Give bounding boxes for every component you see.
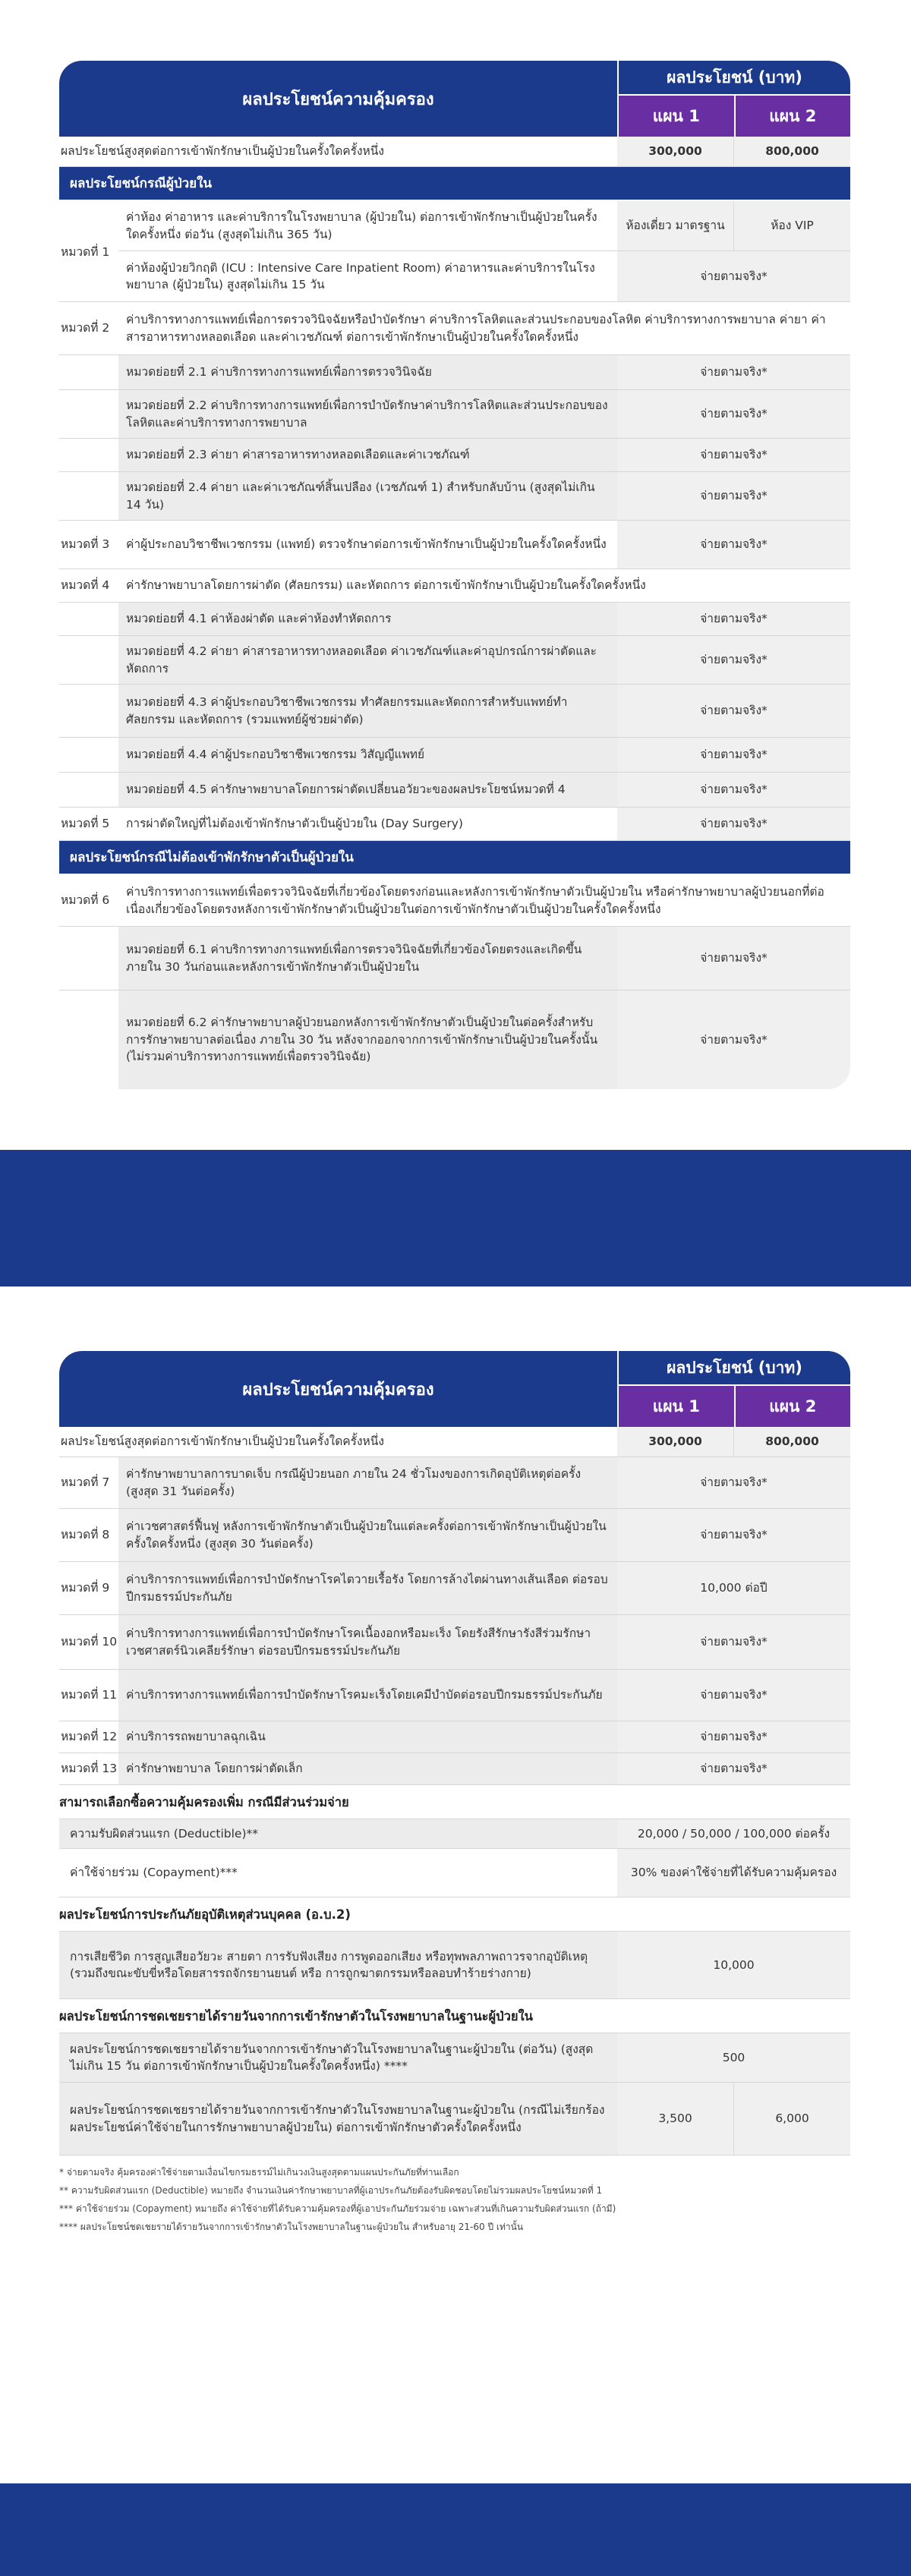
deductible-row: [59, 1819, 850, 1849]
category-8-value: จ่ายตามจริง*: [700, 1528, 768, 1542]
header-plan-1: แผน 1: [652, 106, 700, 125]
cat4-sub-2: [59, 636, 850, 685]
category-4: [59, 569, 850, 603]
cat4-sub-4: [59, 738, 850, 773]
category-11-value: จ่ายตามจริง*: [700, 1688, 768, 1702]
category-3: [59, 521, 850, 569]
category-6: [59, 875, 850, 927]
category-11-text: ค่าบริการทางการแพทย์เพื่อการบำบัดรักษาโรคมะเร็งโดยเคมีบำบัดต่อรอบปีกรมธรรม์ประกันภัย: [118, 1670, 617, 1721]
compensation-2-plan-1: 3,500: [658, 2112, 692, 2126]
category-7-label: หมวดที่ 7: [61, 1475, 110, 1490]
category-11-label: หมวดที่ 11: [61, 1688, 118, 1702]
compensation-row-1: [59, 2033, 850, 2083]
cat4-sub-3-text: หมวดย่อยที่ 4.3 ค่าผู้ประกอบวิชาชีพเวชกรรม ทำศัลยกรรมและหัตถการสำหรับแพทย์ทำศัลยกรรม และหัตถการ (รวมแพทย์ผู้ช่วยผ่าตัด): [118, 685, 617, 737]
cat6-sub-2-value: จ่ายตามจริง*: [700, 1032, 768, 1047]
category-6-text: ค่าบริการทางการแพทย์เพื่อตรวจวินิจฉัยที่เกี่ยวข้องโดยตรงก่อนและหลังการเข้าพักรักษาตัวเป็นผู้ป่วยใน หรือค่ารักษาพยาบาลผู้ป่วยนอกที่ต่อเนื่องเกี่ยวข้องโดยตรงหลังการเข้าพักรักษาตัวเป็นผู้ป่วยในต่อการเข้าพักรักษาตัวเป็นผู้ป่วยในครั้งใดครั้งหนึ่ง: [126, 885, 824, 916]
footer-band: [0, 2483, 911, 2576]
cat4-sub-4-text: หมวดย่อยที่ 4.4 ค่าผู้ประกอบวิชาชีพเวชกรรม วิสัญญีแพทย์: [118, 738, 617, 772]
deductible-heading: สามารถเลือกซื้อความคุ้มครองเพิ่ม กรณีมีส่วนร่วมจ่าย: [59, 1795, 349, 1809]
header-plan-2: แผน 2: [734, 96, 851, 137]
category-9: [59, 1562, 850, 1615]
category-13-text: ค่ารักษาพยาบาล โดยการผ่าตัดเล็ก: [118, 1753, 617, 1784]
max-benefit-plan-2: 800,000: [733, 137, 850, 166]
cat2-sub-1-text: หมวดย่อยที่ 2.1 ค่าบริการทางการแพทย์เพื่อการตรวจวินิจฉัย: [118, 355, 617, 389]
header-title: ผลประโยชน์ความคุ้มครอง: [59, 61, 617, 137]
cat2-sub-3: [59, 439, 850, 472]
compensation-1-text: ผลประโยชน์การชดเชยรายได้รายวันจากการเข้ารักษาตัวในโรงพยาบาลในฐานะผู้ป่วยใน (ต่อวัน) (สูงสุดไม่เกิน 15 วัน ต่อการเข้าพักรักษาเป็นผู้ป่วยในครั้งใดครั้งหนึ่ง) ****: [59, 2033, 617, 2082]
cat6-sub-1: [59, 927, 850, 990]
category-10: [59, 1615, 850, 1670]
category-3-text: ค่าผู้ประกอบวิชาชีพเวชกรรม (แพทย์) ตรวจรักษาต่อการเข้าพักรักษาเป็นผู้ป่วยในครั้งใดครั้งหนึ่ง: [126, 537, 607, 552]
max-benefit-2-label: ผลประโยชน์สูงสุดต่อการเข้าพักรักษาเป็นผู้ป่วยในครั้งใดครั้งหนึ่ง: [61, 1434, 384, 1449]
category-9-value: 10,000 ต่อปี: [700, 1581, 768, 1595]
compensation-2-text: ผลประโยชน์การชดเชยรายได้รายวันจากการเข้ารักษาตัวในโรงพยาบาลในฐานะผู้ป่วยใน (กรณีไม่เรียกร้องผลประโยชน์ค่าใช้จ่ายในการรักษาพยาบาลผู้ป่วยใน) ต่อการเข้าพักรักษาตัวครั้งใดครั้งหนึ่ง: [59, 2083, 617, 2155]
footnotes: [59, 2156, 850, 2236]
header-2-title: ผลประโยชน์ความคุ้มครอง: [59, 1351, 617, 1427]
cat2-sub-1: [59, 355, 850, 390]
cat4-sub-1: [59, 603, 850, 636]
cat4-sub-4-value: จ่ายตามจริง*: [700, 748, 768, 762]
cat6-sub-2-text: หมวดย่อยที่ 6.2 ค่ารักษาพยาบาลผู้ป่วยนอกหลังการเข้าพักรักษาตัวเป็นผู้ป่วยในต่อครั้งสำหรับการรักษาพยาบาลต่อเนื่อง ภายใน 30 วัน หลังจากออกจากการเข้าพักรักษาเป็นผู้ป่วยในครั้งนั้น (ไม่รวมค่าบริการทางการแพทย์เพื่อตรวจวินิจฉัย): [118, 990, 617, 1089]
compensation-row-2: [59, 2083, 850, 2156]
max-benefit-2-plan-2: 800,000: [733, 1427, 850, 1456]
cat4-sub-5: [59, 773, 850, 808]
category-13-label: หมวดที่ 13: [61, 1762, 118, 1776]
header-2-plan-2: แผน 2: [734, 1386, 851, 1427]
compensation-heading: ผลประโยชน์การชดเชยรายได้รายวันจากการเข้ารักษาตัวในโรงพยาบาลในฐานะผู้ป่วยใน: [59, 2009, 533, 2023]
cat4-sub-2-value: จ่ายตามจริง*: [700, 653, 768, 667]
accident-heading: ผลประโยชน์การประกันภัยอุบัติเหตุส่วนบุคคล (อ.บ.2): [59, 1907, 351, 1922]
deductible-label: ความรับผิดส่วนแรก (Deductible)**: [59, 1819, 617, 1848]
category-8-text: ค่าเวชศาสตร์ฟื้นฟู หลังการเข้าพักรักษาตัวเป็นผู้ป่วยในแต่ละครั้งต่อการเข้าพักรักษาเป็นผู้ป่วยในครั้งใดครั้งหนึ่ง (สูงสุด 30 วันต่อครั้ง): [118, 1509, 617, 1561]
max-benefit-row: [59, 137, 850, 167]
category-9-text: ค่าบริการการแพทย์เพื่อการบำบัดรักษาโรคไตวายเรื้อรัง โดยการล้างไตผ่านทางเส้นเลือด ต่อรอบปีกรมธรรม์ประกันภัย: [118, 1562, 617, 1614]
max-benefit-label: ผลประโยชน์สูงสุดต่อการเข้าพักรักษาเป็นผู้ป่วยในครั้งใดครั้งหนึ่ง: [61, 144, 384, 159]
cat1-room-plan-2: ห้อง VIP: [733, 201, 850, 250]
cat4-sub-5-value: จ่ายตามจริง*: [700, 783, 768, 797]
cat2-sub-2-text: หมวดย่อยที่ 2.2 ค่าบริการทางการแพทย์เพื่อการบำบัดรักษาค่าบริการโลหิตและส่วนประกอบของโลหิตและค่าบริการทางการพยาบาล: [118, 390, 617, 438]
cat2-sub-2: [59, 390, 850, 439]
max-benefit-plan-1: 300,000: [648, 144, 702, 159]
footnote-1: * จ่ายตามจริง คุ้มครองค่าใช้จ่ายตามเงื่อนไขกรมธรรม์ไม่เกินวงเงินสูงสุดตามแผนประกันภัยที่ท่านเลือก: [59, 2167, 459, 2178]
max-benefit-row-2: [59, 1427, 850, 1457]
category-7: [59, 1457, 850, 1509]
category-5-text: การผ่าตัดใหญ่ที่ไม่ต้องเข้าพักรักษาตัวเป็นผู้ป่วยใน (Day Surgery): [126, 817, 463, 831]
copayment-label: ค่าใช้จ่ายร่วม (Copayment)***: [70, 1866, 238, 1880]
cat6-sub-1-text: หมวดย่อยที่ 6.1 ค่าบริการทางการแพทย์เพื่อการตรวจวินิจฉัยที่เกี่ยวข้องโดยตรงและเกิดขึ้นภายใน 30 วันก่อนและหลังการเข้าพักรักษาตัวเป็นผู้ป่วยใน: [118, 927, 617, 990]
cat1-icu-text: ค่าห้องผู้ป่วยวิกฤติ (ICU : Intensive Care Inpatient Room) ค่าอาหารและค่าบริการในโรงพยาบาล (ผู้ป่วยใน) สูงสุดไม่เกิน 15 วัน: [126, 260, 595, 291]
category-5: [59, 808, 850, 841]
category-4-text: ค่ารักษาพยาบาลโดยการผ่าตัด (ศัลยกรรม) และหัตถการ ต่อการเข้าพักรักษาเป็นผู้ป่วยในครั้งใดครั้งหนึ่ง: [126, 578, 646, 593]
category-8-label: หมวดที่ 8: [61, 1528, 110, 1542]
category-7-value: จ่ายตามจริง*: [700, 1475, 768, 1490]
section-outpatient: ผลประโยชน์กรณีไม่ต้องเข้าพักรักษาตัวเป็นผู้ป่วยใน: [59, 841, 850, 875]
category-12-value: จ่ายตามจริง*: [700, 1730, 768, 1744]
category-13: [59, 1753, 850, 1785]
cat4-sub-3: [59, 685, 850, 738]
cat2-sub-1-value: จ่ายตามจริง*: [700, 365, 768, 379]
section-inpatient: ผลประโยชน์กรณีผู้ป่วยใน: [59, 167, 850, 201]
copayment-row: [59, 1849, 850, 1897]
footnote-2: ** ความรับผิดส่วนแรก (Deductible) หมายถึง จำนวนเงินค่ารักษาพยาบาลที่ผู้เอาประกันภัยต้องรับผิดชอบโดยไม่รวมผลประโยชน์หมวดที่ 1: [59, 2185, 603, 2196]
category-1: [59, 201, 850, 302]
table-2-header: [59, 1351, 850, 1427]
category-4-label: หมวดที่ 4: [61, 578, 110, 593]
category-3-label: หมวดที่ 3: [61, 537, 110, 552]
cat4-sub-5-text: หมวดย่อยที่ 4.5 ค่ารักษาพยาบาลโดยการผ่าตัดเปลี่ยนอวัยวะของผลประโยชน์หมวดที่ 4: [118, 773, 617, 807]
compensation-2-plan-2: 6,000: [733, 2083, 850, 2155]
cat4-sub-1-text: หมวดย่อยที่ 4.1 ค่าห้องผ่าตัด และค่าห้องทำหัตถการ: [118, 603, 617, 635]
cat6-sub-2: [59, 990, 850, 1089]
category-6-label: หมวดที่ 6: [61, 893, 110, 908]
category-5-label: หมวดที่ 5: [61, 817, 110, 831]
copayment-value: 30% ของค่าใช้จ่ายที่ได้รับความคุ้มครอง: [630, 1866, 837, 1880]
header-benefit: ผลประโยชน์ (บาท): [617, 61, 850, 94]
footnote-4: **** ผลประโยชน์ชดเชยรายได้รายวันจากการเข้ารักษาตัวในโรงพยาบาลในฐานะผู้ป่วยใน สำหรับอายุ 21-60 ปี เท่านั้น: [59, 2222, 524, 2232]
category-10-label: หมวดที่ 10: [61, 1635, 118, 1649]
category-3-value: จ่ายตามจริง*: [700, 537, 768, 552]
category-8: [59, 1509, 850, 1562]
category-2-label: หมวดที่ 2: [61, 321, 110, 335]
cat2-sub-4-value: จ่ายตามจริง*: [700, 489, 768, 503]
cat4-sub-3-value: จ่ายตามจริง*: [700, 704, 768, 718]
cat2-sub-3-value: จ่ายตามจริง*: [700, 448, 768, 462]
deductible-value: 20,000 / 50,000 / 100,000 ต่อครั้ง: [637, 1826, 831, 1841]
cat1-room-plan-1: ห้องเดี่ยว มาตรฐาน: [626, 219, 725, 233]
header-2-plan-1: แผน 1: [652, 1397, 700, 1416]
cat2-sub-3-text: หมวดย่อยที่ 2.3 ค่ายา ค่าสารอาหารทางหลอดเลือดและค่าเวชภัณฑ์: [118, 439, 617, 471]
accident-row: [59, 1931, 850, 1999]
header-2-benefit: ผลประโยชน์ (บาท): [617, 1351, 850, 1384]
benefit-table-2: [59, 1351, 850, 2236]
table-header: [59, 61, 850, 137]
category-5-value: จ่ายตามจริง*: [700, 817, 768, 831]
accident-value: 10,000: [713, 1957, 755, 1972]
accident-text: การเสียชีวิต การสูญเสียอวัยวะ สายตา การรับฟังเสียง การพูดออกเสียง หรือทุพพลภาพถาวรจากอุบัติเหตุ (รวมถึงขณะขับขี่หรือโดยสารรถจักรยานยนต์ หรือ การถูกฆาตกรรมหรือลอบทำร้ายร่างกาย): [59, 1932, 617, 1998]
cat1-icu-value: จ่ายตามจริง*: [700, 269, 768, 283]
category-11: [59, 1670, 850, 1721]
category-12-text: ค่าบริการรถพยาบาลฉุกเฉิน: [118, 1721, 617, 1752]
category-13-value: จ่ายตามจริง*: [700, 1762, 768, 1776]
compensation-1-value: 500: [722, 2050, 746, 2064]
divider-band: [0, 1150, 911, 1286]
cat2-sub-2-value: จ่ายตามจริง*: [700, 407, 768, 421]
category-2: [59, 302, 850, 355]
category-10-text: ค่าบริการทางการแพทย์เพื่อการบำบัดรักษาโรคเนื้องอกหรือมะเร็ง โดยรังสีรักษารังสีร่วมรักษา เวชศาสตร์นิวเคลียร์รักษา ต่อรอบปีกรมธรรม์ประกันภัย: [118, 1615, 617, 1669]
category-1-label: หมวดที่ 1: [61, 244, 110, 259]
category-10-value: จ่ายตามจริง*: [700, 1635, 768, 1649]
cat4-sub-2-text: หมวดย่อยที่ 4.2 ค่ายา ค่าสารอาหารทางหลอดเลือด ค่าเวชภัณฑ์และค่าอุปกรณ์การผ่าตัดและหัตถการ: [118, 636, 617, 684]
cat1-room-text: ค่าห้อง ค่าอาหาร และค่าบริการในโรงพยาบาล (ผู้ป่วยใน) ต่อการเข้าพักรักษาเป็นผู้ป่วยในครั้งใดครั้งหนึ่ง ต่อวัน (สูงสุดไม่เกิน 365 วัน): [126, 210, 597, 241]
cat6-sub-1-value: จ่ายตามจริง*: [700, 951, 768, 965]
category-7-text: ค่ารักษาพยาบาลการบาดเจ็บ กรณีผู้ป่วยนอก ภายใน 24 ชั่วโมงของการเกิดอุบัติเหตุต่อครั้ง (สูงสุด 31 วันต่อครั้ง): [118, 1457, 617, 1508]
category-2-text: ค่าบริการทางการแพทย์เพื่อการตรวจวินิจฉัยหรือบำบัดรักษา ค่าบริการโลหิตและส่วนประกอบของโลหิต ค่าบริการทางการพยาบาล ค่ายา ค่าสารอาหารทางหลอดเลือด และค่าเวชภัณฑ์ ต่อการเข้าพักรักษาเป็นผู้ป่วยในครั้งใดครั้งหนึ่ง: [126, 313, 826, 344]
category-12-label: หมวดที่ 12: [61, 1730, 118, 1744]
category-12: [59, 1721, 850, 1753]
footnote-3: *** ค่าใช้จ่ายร่วม (Copayment) หมายถึง ค่าใช้จ่ายที่ได้รับความคุ้มครองที่ผู้เอาประกันภัยร่วมจ่าย เฉพาะส่วนที่เกินความรับผิดส่วนแรก (ถ้ามี): [59, 2203, 616, 2214]
cat4-sub-1-value: จ่ายตามจริง*: [700, 612, 768, 626]
cat2-sub-4: [59, 472, 850, 521]
cat2-sub-4-text: หมวดย่อยที่ 2.4 ค่ายา และค่าเวชภัณฑ์สิ้นเปลือง (เวชภัณฑ์ 1) สำหรับกลับบ้าน (สูงสุดไม่เกิน 14 วัน): [118, 472, 617, 520]
benefit-table-1: [59, 61, 850, 1089]
category-9-label: หมวดที่ 9: [61, 1581, 110, 1595]
max-benefit-2-plan-1: 300,000: [648, 1434, 702, 1449]
